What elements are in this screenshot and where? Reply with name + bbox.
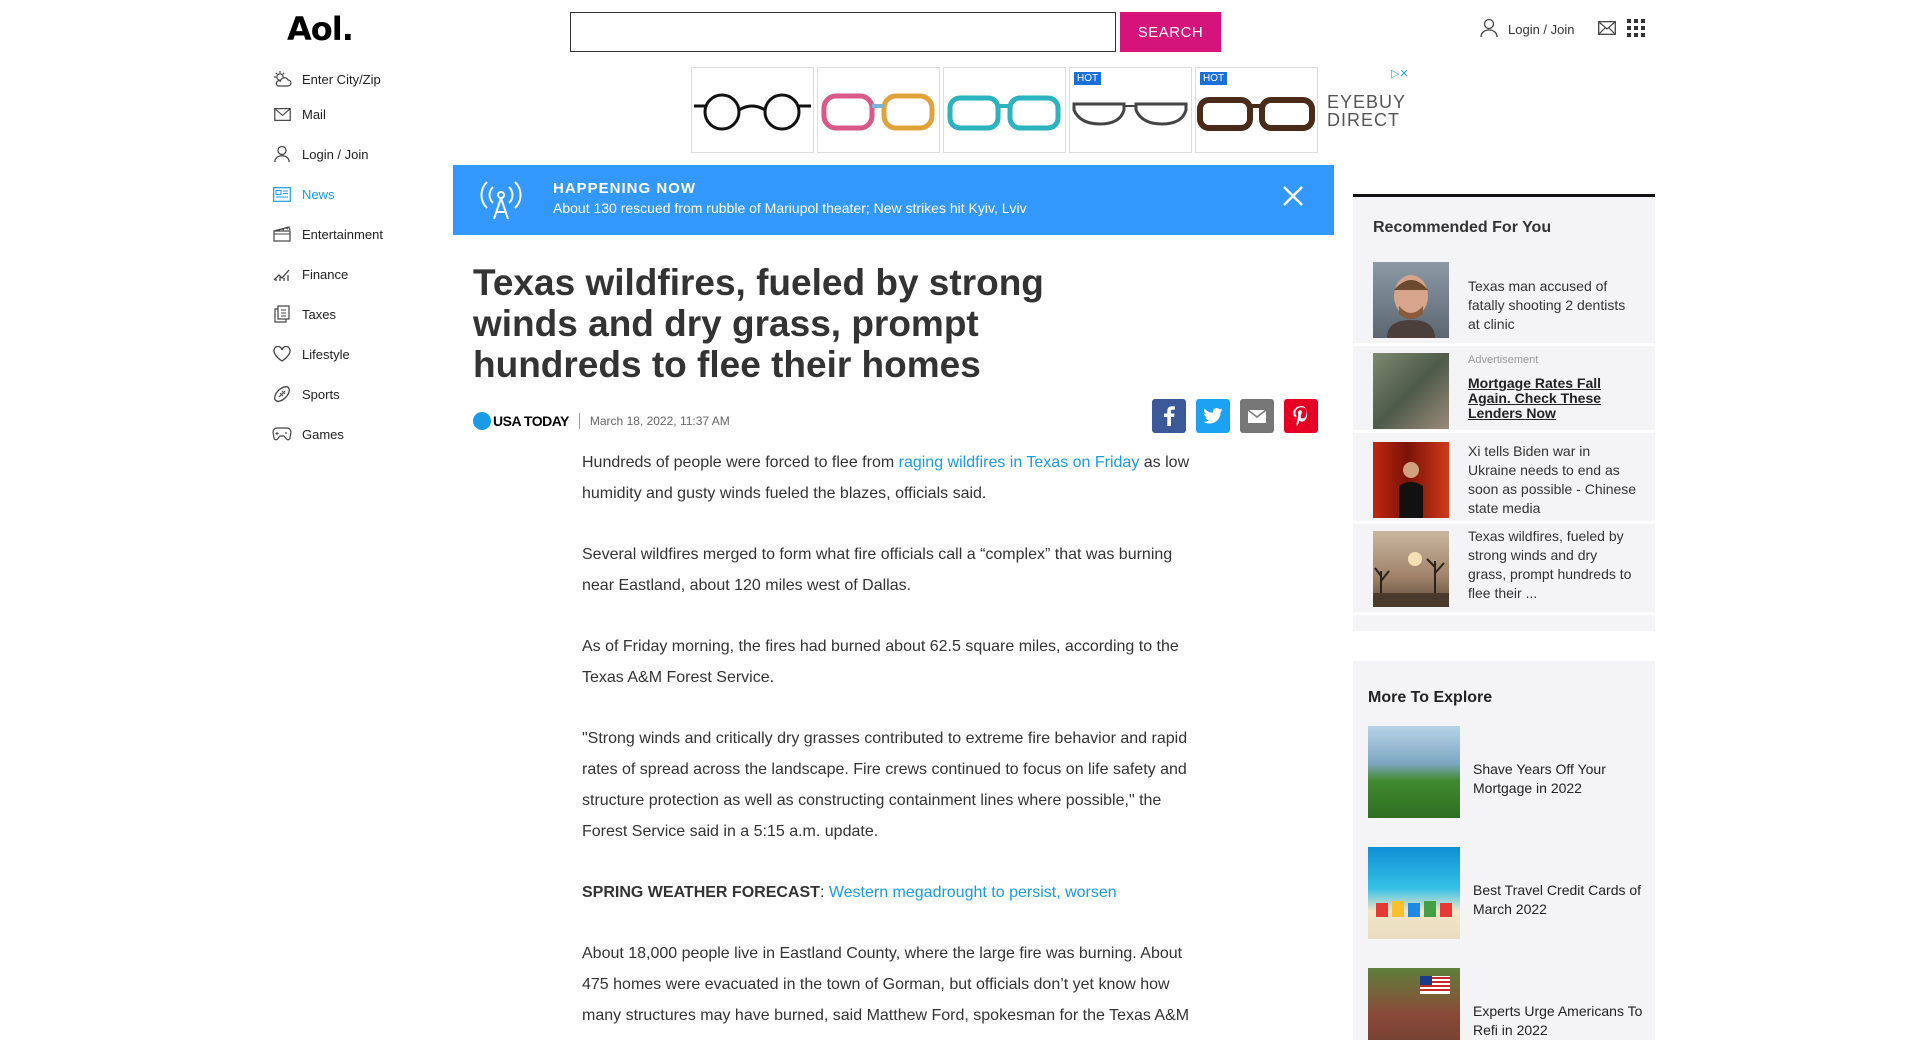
article-byline: [473, 410, 730, 432]
nav-label: Sports: [302, 386, 340, 402]
left-nav: [272, 64, 452, 454]
pinterest-icon: [1293, 406, 1309, 426]
article-paragraph: As of Friday morning, the fires had burned about 62.5 square miles, according to the Texas A&M Forest Service.: [582, 638, 1179, 686]
wildfire-thumbnail: [1373, 531, 1449, 607]
nav-news[interactable]: [272, 174, 452, 214]
sponsored-title[interactable]: Mortgage Rates Fall Again. Check These Lenders Now: [1468, 375, 1602, 421]
broadcast-tower-icon: [475, 179, 527, 226]
recommended-title: Texas wildfires, fueled by strong winds and dry grass, prompt hundreds to flee their ...: [1468, 528, 1632, 601]
recommended-panel: [1353, 194, 1655, 631]
sponsored-item[interactable]: [1353, 349, 1655, 433]
ad-brand[interactable]: [1327, 93, 1406, 129]
houses-thumbnail: [1373, 353, 1449, 429]
nav-label: Finance: [302, 266, 349, 282]
recommended-title: Texas man accused of fatally shooting 2 dentists at clinic: [1468, 278, 1626, 332]
nav-entertainment[interactable]: [272, 214, 452, 254]
explore-item[interactable]: [1368, 726, 1648, 818]
gamepad-icon: [272, 424, 292, 444]
advertisement-label: Advertisement: [1468, 354, 1539, 366]
football-icon: [272, 384, 292, 404]
article-paragraph: Several wildfires merged to form what fire officials call a “complex” that was burning near Eastland, about 120 miles west of Dallas.: [582, 546, 1173, 594]
happening-now-banner[interactable]: [453, 165, 1334, 235]
ad-glasses-black[interactable]: [691, 67, 814, 153]
user-icon: [272, 144, 292, 164]
email-icon: [1248, 410, 1266, 423]
facebook-share-button[interactable]: [1152, 399, 1186, 433]
related-label: SPRING WEATHER FORECAST: [582, 884, 820, 901]
header-login-label: Login / Join: [1508, 22, 1575, 37]
nav-mail[interactable]: [272, 94, 452, 134]
recommended-item[interactable]: [1353, 527, 1655, 615]
news-icon: [272, 184, 292, 204]
usa-today-logo-icon: [473, 412, 491, 430]
article-date: March 18, 2022, 11:37 AM: [589, 414, 730, 428]
more-to-explore-heading: More To Explore: [1368, 689, 1493, 706]
nav-login[interactable]: [272, 134, 452, 174]
twitter-icon: [1203, 408, 1223, 424]
close-icon[interactable]: [1282, 185, 1304, 212]
eyewear-ad[interactable]: [691, 67, 1421, 153]
recommended-heading: Recommended For You: [1373, 219, 1552, 236]
mail-icon[interactable]: [1598, 21, 1616, 40]
explore-title: Best Travel Credit Cards of March 2022: [1473, 882, 1642, 917]
article-paragraph: About 18,000 people live in Eastland County, where the large fire was burning. About 475 homes were evacuated in the town of Gorman, but officials don’t yet know how many structures may have burned, said Matthew Ford, spokesman for the Texas A&M: [582, 945, 1190, 1024]
twitter-share-button[interactable]: [1196, 399, 1230, 433]
nav-label: News: [302, 186, 335, 202]
recommended-item[interactable]: [1353, 436, 1655, 524]
ad-glasses-tortoise[interactable]: [1195, 67, 1318, 153]
facebook-icon: [1163, 406, 1175, 426]
nav-games[interactable]: [272, 414, 452, 454]
recommended-title: Xi tells Biden war in Ukraine needs to end as soon as possible - Chinese state media: [1468, 443, 1637, 516]
weather-icon: [272, 69, 292, 89]
apps-grid-icon[interactable]: [1627, 19, 1645, 42]
more-to-explore-panel: [1353, 661, 1655, 1040]
house-lawn-thumbnail: [1368, 726, 1460, 818]
article-paragraph: SPRING WEATHER FORECAST: Western megadrought to persist, worsen: [582, 884, 1117, 901]
flag-house-thumbnail: [1368, 968, 1460, 1040]
explore-item[interactable]: [1368, 847, 1648, 939]
nav-label: Lifestyle: [302, 346, 350, 362]
nav-label: Entertainment: [302, 226, 383, 242]
pinterest-share-button[interactable]: [1284, 399, 1318, 433]
header-login-link[interactable]: [1480, 18, 1575, 41]
explore-title: Experts Urge Americans To Refi in 2022: [1473, 1003, 1643, 1038]
nav-label: Enter City/Zip: [302, 71, 381, 87]
chart-icon: [272, 264, 292, 284]
hot-badge: HOT: [1074, 72, 1101, 85]
nav-label: Games: [302, 426, 344, 442]
nav-label: Login / Join: [302, 146, 369, 162]
heart-icon: [272, 344, 292, 364]
nav-label: Mail: [302, 106, 326, 122]
ad-glasses-rimless[interactable]: [1069, 67, 1192, 153]
banner-kicker: HAPPENING NOW: [553, 180, 697, 197]
article-link[interactable]: raging wildfires in Texas on Friday: [898, 454, 1140, 471]
nav-label: Taxes: [302, 306, 336, 322]
xi-thumbnail: [1373, 442, 1449, 518]
aol-logo[interactable]: Aol.: [287, 10, 353, 48]
mail-icon: [272, 104, 292, 124]
banner-headline[interactable]: About 130 rescued from rubble of Mariupol theater; New strikes hit Kyiv, Lviv: [553, 200, 1027, 216]
recommended-item[interactable]: [1353, 262, 1655, 346]
search-button[interactable]: SEARCH: [1120, 12, 1221, 52]
ad-glasses-teal[interactable]: [943, 67, 1066, 153]
ad-brand-line2: DIRECT: [1327, 110, 1400, 130]
article-source[interactable]: USA TODAY: [493, 413, 580, 429]
nav-weather[interactable]: [272, 64, 452, 94]
nav-finance[interactable]: [272, 254, 452, 294]
article-title: Texas wildfires, fueled by strong winds and dry grass, prompt hundreds to flee their homes: [473, 262, 1044, 385]
mugshot-thumbnail: [1373, 262, 1449, 338]
related-link[interactable]: Western megadrought to persist, worsen: [828, 884, 1117, 901]
article-paragraph: Hundreds of people were forced to flee from raging wildfires in Texas on Friday as low humidity and gusty winds fueled the blazes, officials said.: [582, 454, 1190, 502]
ad-brand-line1: EYEBUY: [1327, 92, 1407, 112]
nav-sports[interactable]: [272, 374, 452, 414]
ad-glasses-multicolor[interactable]: [817, 67, 940, 153]
user-icon: [1480, 18, 1498, 41]
document-icon: [272, 304, 292, 324]
beach-chairs-thumbnail: [1368, 847, 1460, 939]
article-body: [582, 447, 1192, 1040]
article-paragraph: "Strong winds and critically dry grasses contributed to extreme fire behavior and rapid rates of spread across the landscape. Fire crews continued to focus on life safety and structure protection as well as constructing containment lines where possible," the Forest Service said in a 5:15 a.m. update.: [582, 730, 1188, 840]
explore-title: Shave Years Off Your Mortgage in 2022: [1473, 761, 1606, 796]
search-input[interactable]: [570, 12, 1116, 52]
clapper-icon: [272, 224, 292, 244]
email-share-button[interactable]: [1240, 399, 1274, 433]
adchoices-icon[interactable]: ▷✕: [1391, 68, 1409, 80]
explore-item[interactable]: [1368, 968, 1648, 1040]
nav-taxes[interactable]: [272, 294, 452, 334]
hot-badge: HOT: [1200, 72, 1227, 85]
nav-lifestyle[interactable]: [272, 334, 452, 374]
